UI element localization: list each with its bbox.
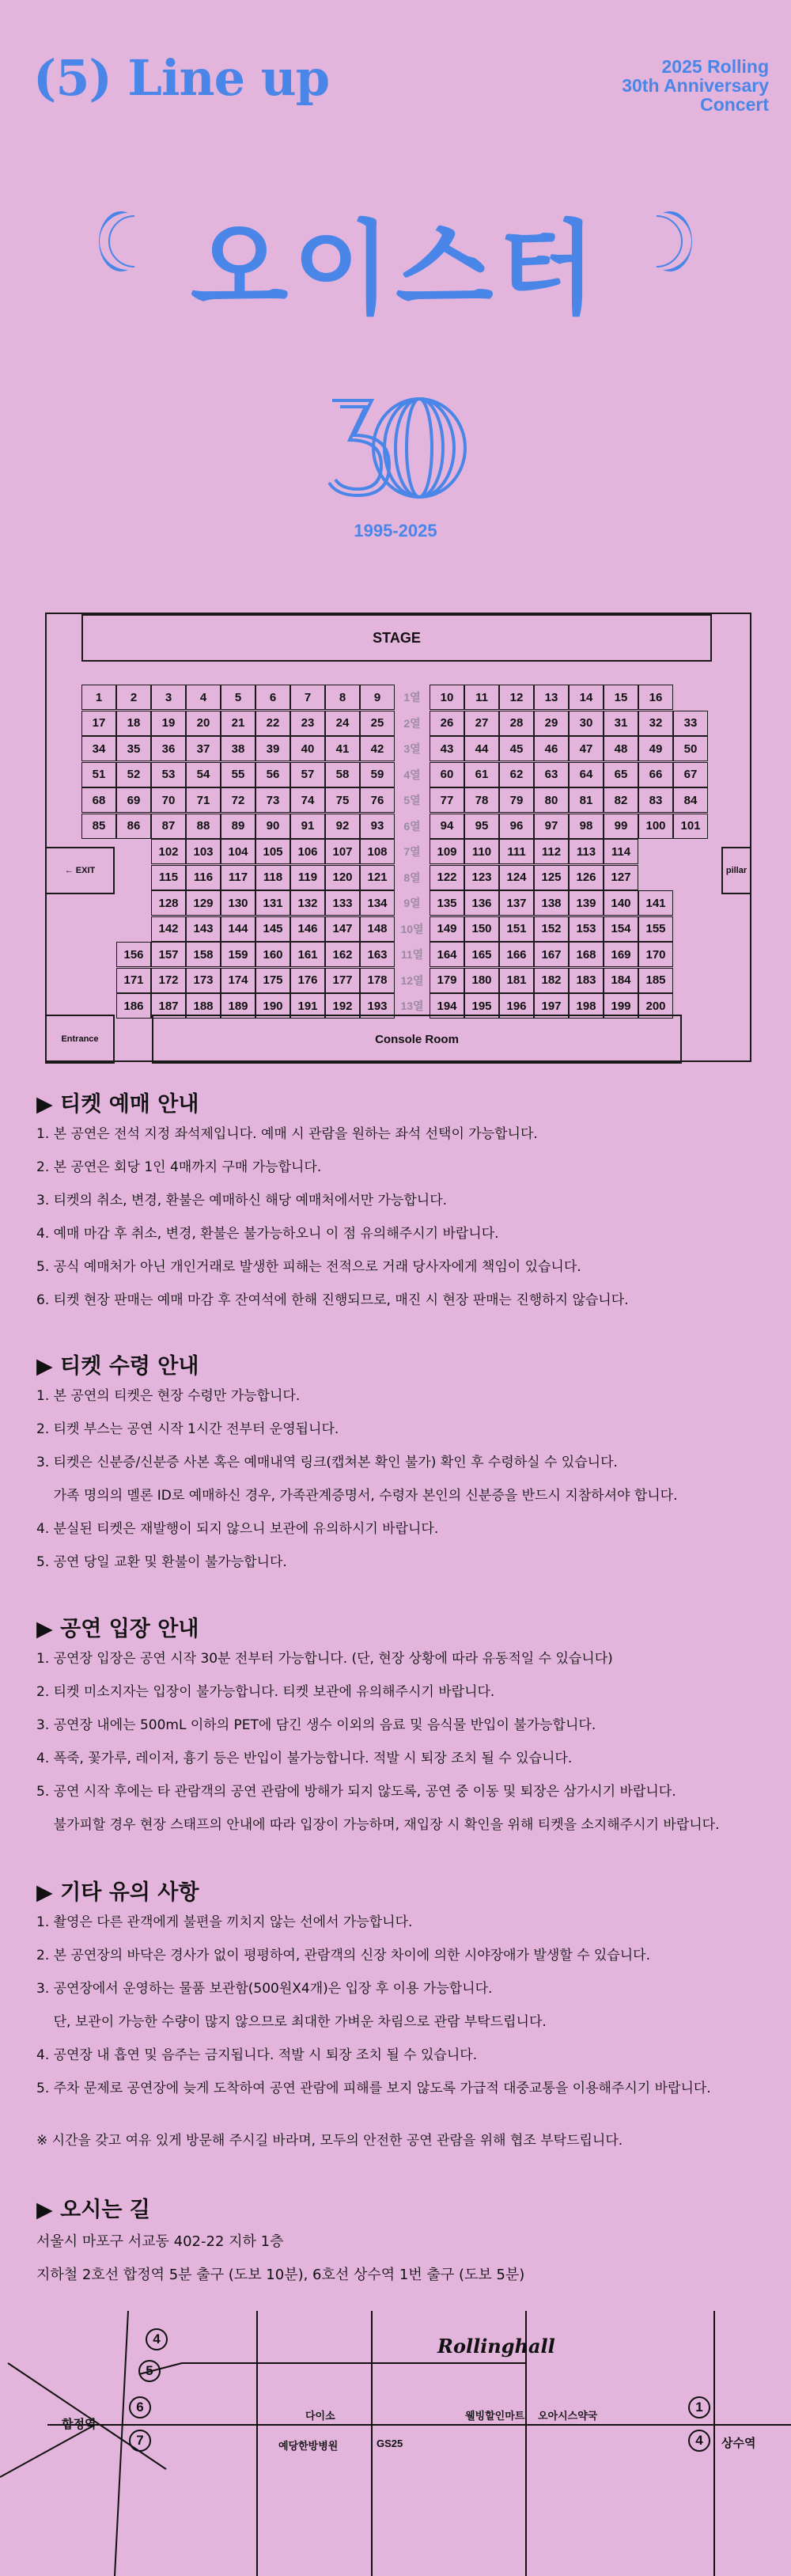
seat: 104 (221, 839, 255, 864)
venue-label: Rollinghall (437, 2335, 555, 2358)
band-banner (0, 186, 791, 328)
seat: 97 (534, 814, 569, 839)
seat: 8 (325, 685, 360, 710)
seat: 34 (81, 736, 116, 761)
seat: 3 (151, 685, 186, 710)
row-label: 6열 (403, 819, 421, 833)
seat: 68 (81, 787, 116, 813)
row-label: 5열 (403, 794, 421, 806)
seat: 41 (325, 736, 360, 761)
seat: 122 (430, 865, 464, 890)
exit-5-marker: 5 (138, 2360, 161, 2382)
seat: 132 (290, 890, 325, 916)
seat: 94 (430, 814, 464, 839)
seat: 72 (221, 787, 255, 813)
etc-list (36, 1906, 772, 2105)
seat: 101 (673, 814, 708, 839)
concert-line-2: 30th Anniversary (622, 75, 769, 96)
seat: 24 (325, 711, 360, 736)
seat: 36 (151, 736, 186, 761)
seat: 175 (255, 968, 290, 993)
seat: 131 (255, 890, 290, 916)
seat: 22 (255, 711, 290, 736)
seat: 173 (186, 968, 221, 993)
seat: 42 (360, 736, 395, 761)
seat: 194 (430, 993, 464, 1019)
seat: 141 (638, 890, 673, 916)
list-item: 1. 본 공연은 전석 지정 좌석제입니다. 예매 시 관람을 원하는 좌석 선택이 가능합니다. (36, 1126, 538, 1142)
seat: 171 (116, 968, 151, 993)
seat: 160 (255, 942, 290, 967)
seat: 81 (569, 787, 604, 813)
seat: 20 (186, 711, 221, 736)
seat: 106 (290, 839, 325, 864)
seat: 43 (430, 736, 464, 761)
seat: 73 (255, 787, 290, 813)
row-label: 11열 (400, 948, 424, 961)
seat: 92 (325, 814, 360, 839)
entry-title: ▶ 공연 입장 안내 (36, 1617, 199, 1641)
entrance: Entrance (45, 1015, 115, 1064)
seat: 170 (638, 942, 673, 967)
seat: 135 (430, 890, 464, 916)
seat: 116 (186, 865, 221, 890)
seat: 49 (638, 736, 673, 761)
seat: 198 (569, 993, 604, 1019)
seat: 23 (290, 711, 325, 736)
seat: 110 (464, 839, 499, 864)
exit-7-marker: 7 (129, 2430, 151, 2452)
seat: 193 (360, 993, 395, 1019)
concert-title (622, 57, 769, 114)
seat: 178 (360, 968, 395, 993)
list-item: 6. 티켓 현장 판매는 예매 마감 후 잔여석에 한해 진행되므로, 매진 시 현장 판매는 진행하지 않습니다. (36, 1292, 629, 1308)
list-item: 1. 본 공연의 티켓은 현장 수령만 가능합니다. (36, 1388, 301, 1404)
seat: 200 (638, 993, 673, 1019)
seat: 93 (360, 814, 395, 839)
console-room: Console Room (152, 1015, 682, 1064)
seat: 12 (499, 685, 534, 710)
seat: 32 (638, 711, 673, 736)
seat: 154 (604, 916, 638, 942)
exit-sign: ← EXIT (45, 847, 115, 894)
list-item: 5. 공식 예매처가 아닌 개인거래로 발생한 피해는 전적으로 거래 당사자에게 책임이 있습니다. (36, 1259, 581, 1275)
subway-directions: 지하철 2호선 합정역 5분 출구 (도보 10분), 6호선 상수역 1번 출구 (도보 5분) (36, 2267, 525, 2283)
seat: 40 (290, 736, 325, 761)
seat: 192 (325, 993, 360, 1019)
row-label: 13열 (400, 1000, 424, 1012)
seat: 177 (325, 968, 360, 993)
seat: 158 (186, 942, 221, 967)
row-label: 2열 (403, 716, 421, 730)
seat: 113 (569, 839, 604, 864)
list-item: 5. 공연 당일 교환 및 환불이 불가능합니다. (36, 1554, 287, 1570)
seat: 126 (569, 865, 604, 890)
seat: 39 (255, 736, 290, 761)
list-item: 2. 티켓 부스는 공연 시작 1시간 전부터 운영됩니다. (36, 1421, 339, 1437)
seat: 5 (221, 685, 255, 710)
seat: 99 (604, 814, 638, 839)
seat: 9 (360, 685, 395, 710)
seat: 50 (673, 736, 708, 761)
seat: 79 (499, 787, 534, 813)
seat: 142 (151, 916, 186, 942)
seat: 48 (604, 736, 638, 761)
seat: 168 (569, 942, 604, 967)
seat: 182 (534, 968, 569, 993)
list-item: 가족 명의의 멜론 ID로 예매하신 경우, 가족관계증명서, 수령자 본인의 신분증을 반드시 지참하셔야 합니다. (36, 1488, 678, 1504)
seat: 47 (569, 736, 604, 761)
hapjeong-station-label: 합정역 (62, 2418, 97, 2431)
seat: 130 (221, 890, 255, 916)
seat: 153 (569, 916, 604, 942)
seat: 37 (186, 736, 221, 761)
concert-line-3: Concert (700, 94, 769, 115)
years-label: 1995-2025 (354, 521, 437, 541)
seat: 137 (499, 890, 534, 916)
seat: 167 (534, 942, 569, 967)
exit-4-marker: 4 (146, 2328, 168, 2350)
seat: 14 (569, 685, 604, 710)
seat: 91 (290, 814, 325, 839)
seat: 157 (151, 942, 186, 967)
30th-anniversary-logo-icon (316, 386, 475, 505)
seat: 186 (116, 993, 151, 1019)
seat: 56 (255, 762, 290, 787)
seat: 16 (638, 685, 673, 710)
seat: 111 (499, 839, 534, 864)
seat: 152 (534, 916, 569, 942)
row-label: 4열 (403, 768, 421, 781)
seat: 128 (151, 890, 186, 916)
seat: 86 (116, 814, 151, 839)
seat: 125 (534, 865, 569, 890)
seat: 134 (360, 890, 395, 916)
seat: 184 (604, 968, 638, 993)
seat: 121 (360, 865, 395, 890)
seat: 6 (255, 685, 290, 710)
list-item: 불가피할 경우 현장 스태프의 안내에 따라 입장이 가능하며, 재입장 시 확인을 위해 티켓을 소지해주시기 바랍니다. (36, 1817, 720, 1833)
seat: 80 (534, 787, 569, 813)
seat: 188 (186, 993, 221, 1019)
seat: 84 (673, 787, 708, 813)
seat: 38 (221, 736, 255, 761)
list-item: 4. 분실된 티켓은 재발행이 되지 않으니 보관에 유의하시기 바랍니다. (36, 1521, 439, 1537)
sangsu-exit-1-marker: 1 (688, 2396, 710, 2419)
hospital-label: 예당한방병원 (278, 2440, 339, 2452)
seat: 21 (221, 711, 255, 736)
seat: 83 (638, 787, 673, 813)
seat: 145 (255, 916, 290, 942)
list-item: 5. 공연 시작 후에는 타 관람객의 공연 관람에 방해가 되지 않도록, 공연 중 이동 및 퇴장은 삼가시기 바랍니다. (36, 1784, 676, 1800)
seat: 150 (464, 916, 499, 942)
seat: 161 (290, 942, 325, 967)
seat: 78 (464, 787, 499, 813)
seat: 127 (604, 865, 638, 890)
seat: 139 (569, 890, 604, 916)
seat: 26 (430, 711, 464, 736)
seat: 133 (325, 890, 360, 916)
seat: 67 (673, 762, 708, 787)
seat: 199 (604, 993, 638, 1019)
list-item: 1. 공연장 입장은 공연 시작 30분 전부터 가능합니다. (단, 현장 상황에 따라 유동적일 수 있습니다) (36, 1651, 613, 1667)
address: 서울시 마포구 서교동 402-22 지하 1층 (36, 2233, 284, 2250)
seat: 164 (430, 942, 464, 967)
seat: 143 (186, 916, 221, 942)
seat: 183 (569, 968, 604, 993)
concert-line-1: 2025 Rolling (661, 56, 769, 77)
seat: 123 (464, 865, 499, 890)
seat: 46 (534, 736, 569, 761)
row-label: 9열 (403, 897, 421, 909)
seat: 18 (116, 711, 151, 736)
list-item: 4. 공연장 내 흡연 및 음주는 금지됩니다. 적발 시 퇴장 조치 될 수 있습니다. (36, 2047, 478, 2063)
seat: 62 (499, 762, 534, 787)
ticket-sales-list (36, 1117, 772, 1317)
seat: 96 (499, 814, 534, 839)
row-label: 8열 (403, 871, 421, 884)
seat: 1 (81, 685, 116, 710)
seat: 75 (325, 787, 360, 813)
seat: 129 (186, 890, 221, 916)
seat: 69 (116, 787, 151, 813)
seat: 103 (186, 839, 221, 864)
ticket-pickup-list (36, 1379, 772, 1579)
seat: 196 (499, 993, 534, 1019)
seat: 185 (638, 968, 673, 993)
seat: 28 (499, 711, 534, 736)
seat: 172 (151, 968, 186, 993)
seat: 74 (290, 787, 325, 813)
band-name: 오이스터 (190, 211, 601, 328)
seat: 109 (430, 839, 464, 864)
seat: 149 (430, 916, 464, 942)
seat: 25 (360, 711, 395, 736)
seat: 140 (604, 890, 638, 916)
seat: 61 (464, 762, 499, 787)
list-item: 2. 티켓 미소지자는 입장이 불가능합니다. 티켓 보관에 유의해주시기 바랍니다. (36, 1684, 495, 1700)
row-label: 7열 (403, 845, 421, 858)
seat: 85 (81, 814, 116, 839)
seat: 90 (255, 814, 290, 839)
seat: 144 (221, 916, 255, 942)
seat: 100 (638, 814, 673, 839)
seat: 7 (290, 685, 325, 710)
seat: 189 (221, 993, 255, 1019)
seat: 95 (464, 814, 499, 839)
etc-title: ▶ 기타 유의 사항 (36, 1880, 199, 1905)
seat: 11 (464, 685, 499, 710)
seat: 179 (430, 968, 464, 993)
seat: 115 (151, 865, 186, 890)
seat: 112 (534, 839, 569, 864)
seat: 148 (360, 916, 395, 942)
seat: 102 (151, 839, 186, 864)
seat: 187 (151, 993, 186, 1019)
seat: 2 (116, 685, 151, 710)
seat: 53 (151, 762, 186, 787)
row-label: 3열 (403, 742, 421, 755)
seat: 60 (430, 762, 464, 787)
ticket-sales-title: ▶ 티켓 예매 안내 (36, 1092, 199, 1117)
location-map (0, 2311, 791, 2576)
seat: 147 (325, 916, 360, 942)
list-item: 3. 공연장 내에는 500mL 이하의 PET에 담긴 생수 이외의 음료 및 음식물 반입이 불가능합니다. (36, 1717, 596, 1733)
seat: 63 (534, 762, 569, 787)
list-item: 1. 촬영은 다른 관객에게 불편을 끼치지 않는 선에서 가능합니다. (36, 1914, 413, 1930)
ticket-pickup-title: ▶ 티켓 수령 안내 (36, 1354, 199, 1379)
seat: 108 (360, 839, 395, 864)
row-label: 12열 (400, 973, 424, 987)
seat: 174 (221, 968, 255, 993)
list-item: 4. 예매 마감 후 취소, 변경, 환불은 불가능하오니 이 점 유의해주시기 바랍니다. (36, 1226, 499, 1242)
list-item: 3. 티켓의 취소, 변경, 환불은 예매하신 해당 예매처에서만 가능합니다. (36, 1193, 448, 1208)
seat: 165 (464, 942, 499, 967)
row-label: 10열 (400, 922, 424, 935)
seat: 105 (255, 839, 290, 864)
seat: 77 (430, 787, 464, 813)
mart-label: 웰빙할인마트 (465, 2410, 525, 2422)
seat: 19 (151, 711, 186, 736)
seat: 66 (638, 762, 673, 787)
caution-note: ※ 시간을 갖고 여유 있게 방문해 주시길 바라며, 모두의 안전한 공연 관람을 위해 협조 부탁드립니다. (36, 2133, 623, 2149)
seat: 45 (499, 736, 534, 761)
seat: 181 (499, 968, 534, 993)
list-item: 3. 공연장에서 운영하는 물품 보관함(500원X4개)은 입장 후 이용 가능합니다. (36, 1981, 493, 1997)
seat: 162 (325, 942, 360, 967)
seat-map (45, 613, 751, 1062)
seat: 151 (499, 916, 534, 942)
seat: 10 (430, 685, 464, 710)
daiso-label: 다이소 (305, 2410, 335, 2422)
seat: 138 (534, 890, 569, 916)
gs25-label: GS25 (377, 2438, 403, 2449)
seat: 156 (116, 942, 151, 967)
seat: 71 (186, 787, 221, 813)
seat: 58 (325, 762, 360, 787)
seat: 4 (186, 685, 221, 710)
seat: 13 (534, 685, 569, 710)
sangsu-station-label: 상수역 (721, 2437, 756, 2450)
row-label: 1열 (403, 691, 421, 704)
seat: 76 (360, 787, 395, 813)
list-item: 5. 주차 문제로 공연장에 늦게 도착하여 공연 관람에 피해를 보지 않도록 가급적 대중교통을 이용해주시기 바랍니다. (36, 2081, 711, 2096)
seat: 30 (569, 711, 604, 736)
seat: 197 (534, 993, 569, 1019)
seat: 146 (290, 916, 325, 942)
list-item: 2. 본 공연장의 바닥은 경사가 없이 평평하여, 관람객의 신장 차이에 의한 시야장애가 발생할 수 있습니다. (36, 1948, 650, 1963)
lineup-title: (5) Line up (33, 49, 330, 107)
seat: 59 (360, 762, 395, 787)
seat: 54 (186, 762, 221, 787)
seat: 155 (638, 916, 673, 942)
seat: 57 (290, 762, 325, 787)
seat: 118 (255, 865, 290, 890)
seat: 55 (221, 762, 255, 787)
seat: 114 (604, 839, 638, 864)
seat: 35 (116, 736, 151, 761)
seat: 180 (464, 968, 499, 993)
seat: 159 (221, 942, 255, 967)
seat: 65 (604, 762, 638, 787)
list-item: 4. 폭죽, 꽃가루, 레이저, 흉기 등은 반입이 불가능합니다. 적발 시 퇴장 조치 될 수 있습니다. (36, 1751, 573, 1766)
seat: 119 (290, 865, 325, 890)
seat: 51 (81, 762, 116, 787)
pillar: pillar (721, 847, 751, 894)
exit-6-marker: 6 (129, 2396, 151, 2419)
seat: 15 (604, 685, 638, 710)
seat: 124 (499, 865, 534, 890)
seat: 33 (673, 711, 708, 736)
seat: 190 (255, 993, 290, 1019)
seat: 87 (151, 814, 186, 839)
seat: 64 (569, 762, 604, 787)
seat: 117 (221, 865, 255, 890)
seat: 44 (464, 736, 499, 761)
seat: 163 (360, 942, 395, 967)
seat: 98 (569, 814, 604, 839)
list-item: 3. 티켓은 신분증/신분증 사본 혹은 예매내역 링크(캡쳐본 확인 불가) 확인 후 수령하실 수 있습니다. (36, 1455, 618, 1470)
directions-title: ▶ 오시는 길 (36, 2198, 150, 2222)
seat: 107 (325, 839, 360, 864)
seat: 17 (81, 711, 116, 736)
seat: 166 (499, 942, 534, 967)
seat: 195 (464, 993, 499, 1019)
seat: 120 (325, 865, 360, 890)
seat: 82 (604, 787, 638, 813)
seat: 136 (464, 890, 499, 916)
list-item: 단, 보관이 가능한 수량이 많지 않으므로 최대한 가벼운 차림으로 관람 부탁드립니다. (36, 2014, 547, 2030)
seat: 176 (290, 968, 325, 993)
list-item: 2. 본 공연은 회당 1인 4매까지 구매 가능합니다. (36, 1159, 322, 1175)
seat: 89 (221, 814, 255, 839)
seat: 27 (464, 711, 499, 736)
pharmacy-label: 오아시스약국 (538, 2410, 598, 2422)
seat: 52 (116, 762, 151, 787)
seat: 29 (534, 711, 569, 736)
crescent-right-icon (650, 210, 698, 273)
seat: 70 (151, 787, 186, 813)
seat: 191 (290, 993, 325, 1019)
seat: 31 (604, 711, 638, 736)
stage: STAGE (81, 614, 712, 662)
seat: 169 (604, 942, 638, 967)
entry-list (36, 1642, 772, 1842)
sangsu-exit-4-marker: 4 (688, 2430, 710, 2452)
seat: 88 (186, 814, 221, 839)
